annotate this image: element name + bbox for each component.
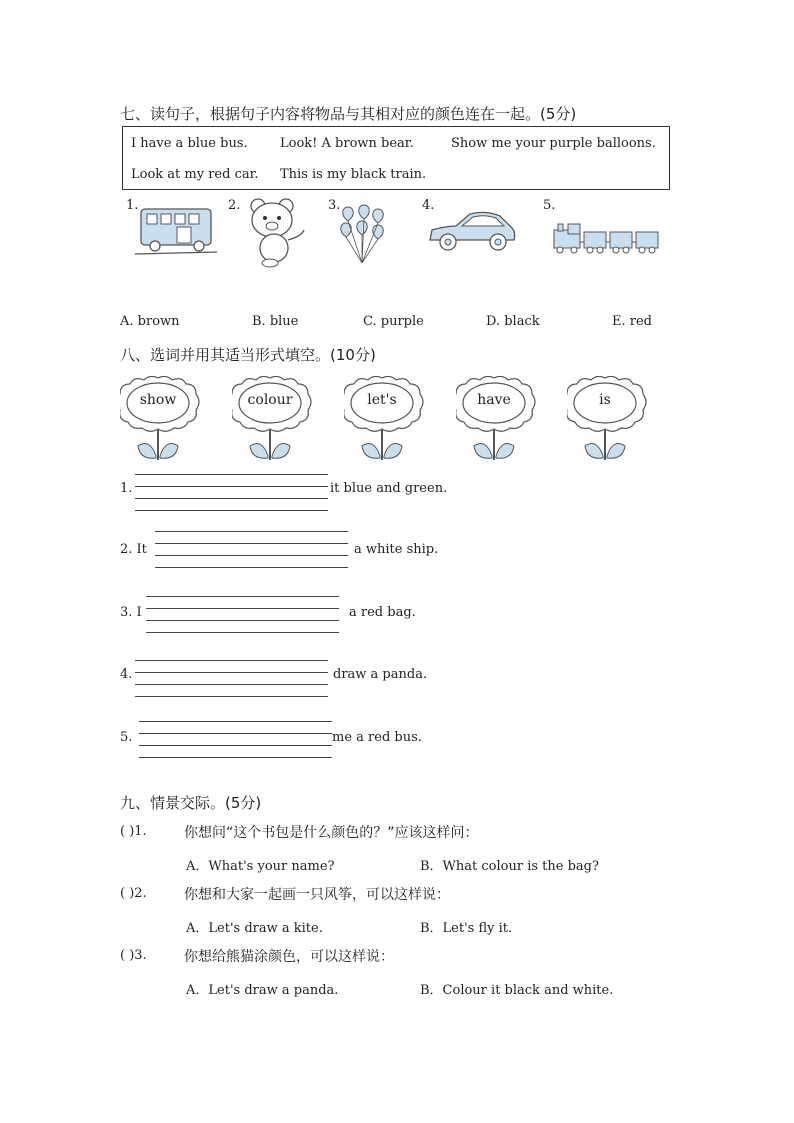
section8-title: 八、选词并用其适当形式填空。(10分): [120, 346, 376, 364]
color-option-a: A. brown: [120, 314, 180, 329]
sentence-box: [122, 126, 670, 190]
question-1-paren[interactable]: ( )1.: [120, 824, 147, 839]
writing-line: [139, 757, 332, 758]
bus-icon: [135, 205, 219, 257]
word-have: have: [477, 392, 511, 408]
fill-item-1-text: it blue and green.: [330, 481, 448, 496]
question-2-option-b: B．Let's fly it.: [420, 921, 513, 936]
question-1-option-b: B．What colour is the bag?: [420, 859, 599, 874]
fill-item-1-answer-blank[interactable]: [135, 474, 328, 510]
word-flower-colour: [232, 376, 312, 466]
fill-item-5-answer-blank[interactable]: [139, 721, 332, 757]
color-option-c: C. purple: [363, 314, 424, 329]
fill-item-1-number: 1.: [120, 481, 133, 496]
question-1-prompt: 你想问“这个书包是什么颜色的？”应该这样问：: [184, 825, 479, 841]
word-lets: let's: [367, 392, 397, 408]
pic-num-1: 1.: [126, 198, 139, 213]
fill-item-4-number: 4.: [120, 667, 133, 682]
fill-item-3-answer-blank[interactable]: [146, 596, 339, 632]
pic-num-2: 2.: [228, 198, 241, 213]
question-3-prompt: 你想给熊猫涂颜色，可以这样说：: [184, 949, 394, 965]
section9-title: 九、情景交际。(5分): [120, 794, 262, 812]
question-2-prompt: 你想和大家一起画一只风筝，可以这样说：: [184, 887, 450, 903]
bear-icon: [244, 196, 310, 268]
sentence-4: Look at my red car.: [131, 167, 259, 182]
fill-item-5-text: me a red bus.: [332, 730, 422, 745]
fill-item-4-answer-blank[interactable]: [135, 660, 328, 696]
word-flower-lets: [344, 376, 424, 466]
fill-item-3-text: a red bag.: [349, 605, 416, 620]
question-1-option-a: A．What's your name?: [186, 859, 335, 874]
pic-num-3: 3.: [328, 198, 341, 213]
car-icon: [426, 210, 518, 254]
pic-num-5: 5.: [543, 198, 556, 213]
fill-item-4-text: draw a panda.: [333, 667, 428, 682]
question-3-option-b: B．Colour it black and white.: [420, 983, 614, 998]
word-is: is: [599, 392, 611, 408]
writing-line: [155, 567, 348, 568]
train-icon: [550, 220, 670, 256]
fill-item-2-text: a white ship.: [354, 542, 439, 557]
question-2-paren[interactable]: ( )2.: [120, 886, 147, 901]
section7-title: 七、读句子，根据句子内容将物品与其相对应的颜色连在一起。(5分): [120, 105, 577, 123]
color-option-e: E. red: [612, 314, 652, 329]
writing-line: [146, 632, 339, 633]
question-3-paren[interactable]: ( )3.: [120, 948, 147, 963]
sentence-1: I have a blue bus.: [131, 136, 248, 151]
sentence-2: Look! A brown bear.: [280, 136, 414, 151]
fill-item-5-number: 5.: [120, 730, 133, 745]
fill-item-3-number: 3. I: [120, 605, 142, 620]
question-3-option-a: A．Let's draw a panda.: [186, 983, 339, 998]
writing-line: [135, 696, 328, 697]
color-option-d: D. black: [486, 314, 540, 329]
word-flower-have: [456, 376, 536, 466]
writing-line: [135, 510, 328, 511]
word-flower-is: [567, 376, 647, 466]
word-show: show: [139, 392, 177, 408]
color-option-b: B. blue: [252, 314, 299, 329]
fill-item-2-answer-blank[interactable]: [155, 531, 348, 567]
word-colour: colour: [247, 392, 293, 408]
balloons-icon: [338, 203, 390, 267]
pic-num-4: 4.: [422, 198, 435, 213]
sentence-5: This is my black train.: [280, 167, 427, 182]
sentence-3: Show me your purple balloons.: [451, 136, 656, 151]
question-2-option-a: A．Let's draw a kite.: [186, 921, 323, 936]
fill-item-2-number: 2. It: [120, 542, 147, 557]
word-flower-show: [120, 376, 200, 466]
